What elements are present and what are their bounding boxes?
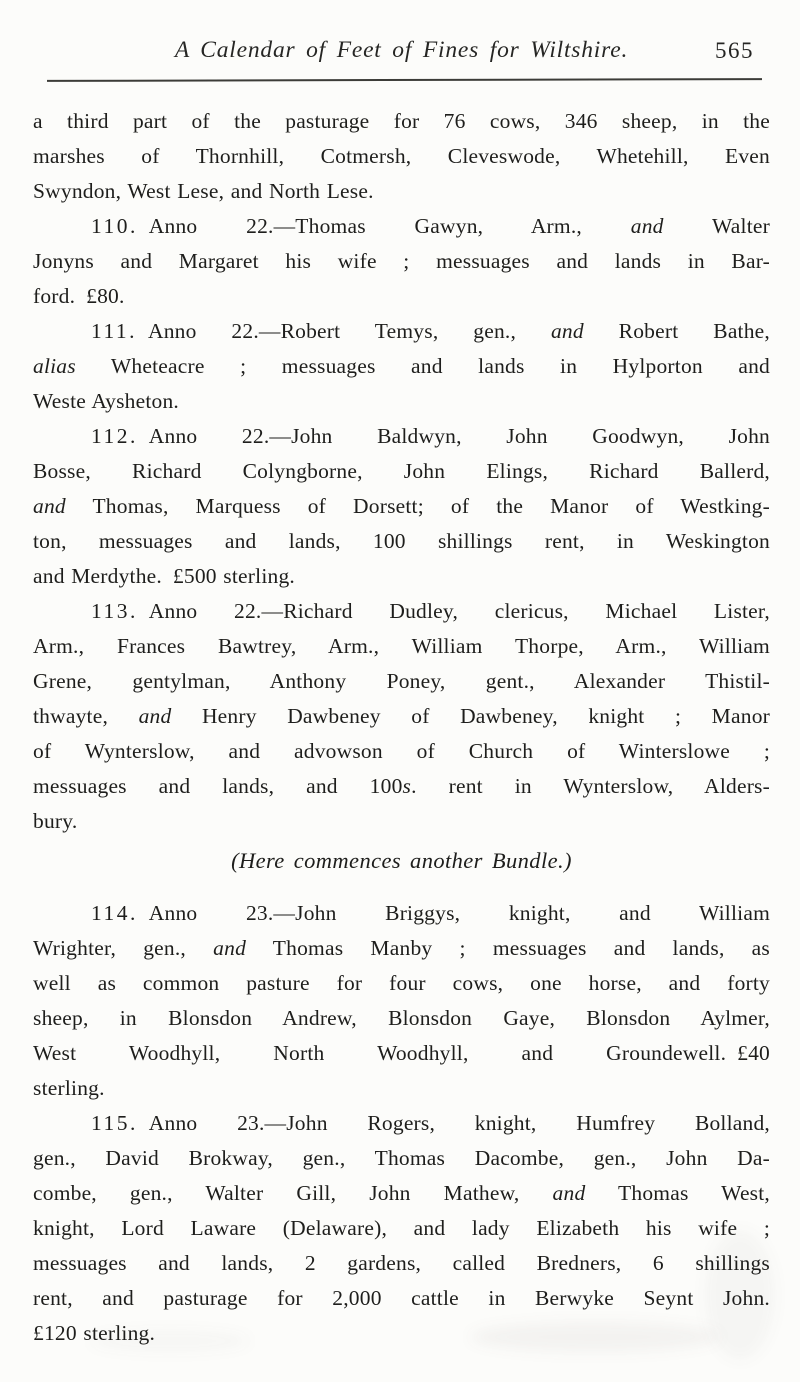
text-line [33,931,770,966]
text-line [33,664,770,699]
text-line [33,244,770,279]
italic-text: and [213,936,247,960]
text-line [33,629,770,664]
entry-115 [33,1106,770,1351]
italic-text: and [550,319,584,343]
text-segment: Henry Dawbeney of Dawbeney, knight ; Manor [171,704,770,728]
text-segment: well as common pasture for four cows, one horse, and forty [33,971,770,995]
header-rule [47,78,762,82]
entry-number: 115. [91,1111,138,1135]
text-segment: sterling. [33,1076,105,1100]
entry-111 [33,314,770,419]
text-segment: Wheteacre ; messuages and lands in Hylporton and [75,354,770,378]
text-segment: Jonyns and Margaret his wife ; messuages and lands in Bar- [33,249,770,273]
text-line [33,699,770,734]
text-line [33,1106,770,1141]
text-line [33,384,770,419]
entry-110 [33,209,770,314]
text-segment: marshes of Thornhill, Cotmersh, Cleveswode, Whetehill, Even [33,144,770,168]
text-segment: Robert Bathe, [583,319,771,343]
bundle-note: (Here commences another Bundle.) [231,848,572,873]
text-segment: combe, gen., Walter Gill, John Mathew, [33,1181,553,1205]
text-line [33,1211,770,1246]
entry-114 [33,896,770,1106]
text-segment: Anno 22.—Richard Dudley, clericus, Michael Lister, [137,599,770,623]
text-segment: Bosse, Richard Colyngborne, John Elings, Richard Ballerd, [33,459,770,483]
text-line [33,489,770,524]
text-segment: rent, and pasturage for 2,000 cattle in Berwyke Seynt John. [33,1286,770,1310]
text-segment: sheep, in Blonsdon Andrew, Blonsdon Gaye, Blonsdon Aylmer, [33,1006,770,1030]
page-title: A Calendar of Feet of Fines for Wiltshire. [174,37,629,63]
text-line [33,1281,770,1316]
text-segment: . rent in Wynterslow, Alders- [411,774,770,798]
text-segment: and Merdythe. £500 sterling. [33,564,295,588]
text-line [33,804,770,839]
text-segment: knight, Lord Laware (Delaware), and lady Elizabeth his wife ; [33,1216,770,1240]
text-segment: £120 sterling. [33,1321,156,1345]
text-line [33,594,770,629]
text-segment: Walter [663,214,770,238]
entry-number: 111. [91,319,138,343]
text-line [33,1316,770,1351]
text-line [33,349,770,384]
text-line [33,419,770,454]
text-segment: ton, messuages and lands, 100 shillings rent, in Weskington [33,529,770,553]
text-segment: a third part of the pasturage for 76 cows, 346 sheep, in the [33,109,770,133]
italic-text: s [402,774,412,798]
text-segment: Thomas, Marquess of Dorsett; of the Manor of Westking- [65,494,770,518]
text-line [33,1001,770,1036]
text-line [33,896,770,931]
text-segment: Thomas West, [585,1181,770,1205]
entry-number: 110. [91,214,138,238]
italic-text: and [33,494,66,518]
text-segment: Anno 23.—John Rogers, knight, Humfrey Bolland, [137,1111,770,1135]
italic-text: and [138,704,172,728]
continuation-paragraph [33,104,770,209]
entry-number: 114. [91,901,138,925]
text-line [33,174,770,209]
entry-number: 113. [91,599,138,623]
text-line [33,559,770,594]
text-segment: thwayte, [33,704,139,728]
text-segment: Anno 22.—Robert Temys, gen., [137,319,551,343]
text-line [33,1176,770,1211]
text-segment: ford. £80. [33,284,125,308]
text-line [33,279,770,314]
text-segment: messuages and lands, 2 gardens, called Bredners, 6 shillings [33,1251,770,1275]
italic-text: alias [33,354,76,378]
text-segment: Anno 22.—John Baldwyn, John Goodwyn, John [137,424,770,448]
italic-text: and [630,214,664,238]
page-body [33,104,770,1351]
text-line [33,1141,770,1176]
text-line [33,1036,770,1071]
italic-text: and [552,1181,586,1205]
text-segment: Thomas Manby ; messuages and lands, as [246,936,770,960]
text-segment: Anno 23.—John Briggys, knight, and William [137,901,770,925]
entry-113 [33,594,770,839]
text-segment: messuages and lands, and 100 [33,774,403,798]
text-line [33,104,770,139]
page-number: 565 [715,38,754,63]
text-line [33,734,770,769]
entry-number: 112. [91,424,138,448]
text-segment: Swyndon, West Lese, and North Lese. [33,179,374,203]
text-segment: gen., David Brokway, gen., Thomas Dacombe, gen., John Da- [33,1146,770,1170]
running-header [33,34,770,66]
text-segment: Weste Aysheton. [33,389,179,413]
text-line [33,139,770,174]
text-segment: Wrighter, gen., [33,936,214,960]
text-line [33,454,770,489]
text-line [33,524,770,559]
text-line [33,314,770,349]
text-line [33,769,770,804]
text-segment: Anno 22.—Thomas Gawyn, Arm., [137,214,631,238]
text-segment: bury. [33,809,78,833]
text-segment: West Woodhyll, North Woodhyll, and Groundewell. £40 [33,1041,770,1065]
text-line [33,1246,770,1281]
entry-112 [33,419,770,594]
text-line [33,966,770,1001]
text-segment: of Wynterslow, and advowson of Church of Winterslowe ; [33,739,770,763]
text-line [33,1071,770,1106]
text-line [33,209,770,244]
text-segment: Arm., Frances Bawtrey, Arm., William Thorpe, Arm., William [33,634,770,658]
text-segment: Grene, gentylman, Anthony Poney, gent., Alexander Thistil- [33,669,770,693]
